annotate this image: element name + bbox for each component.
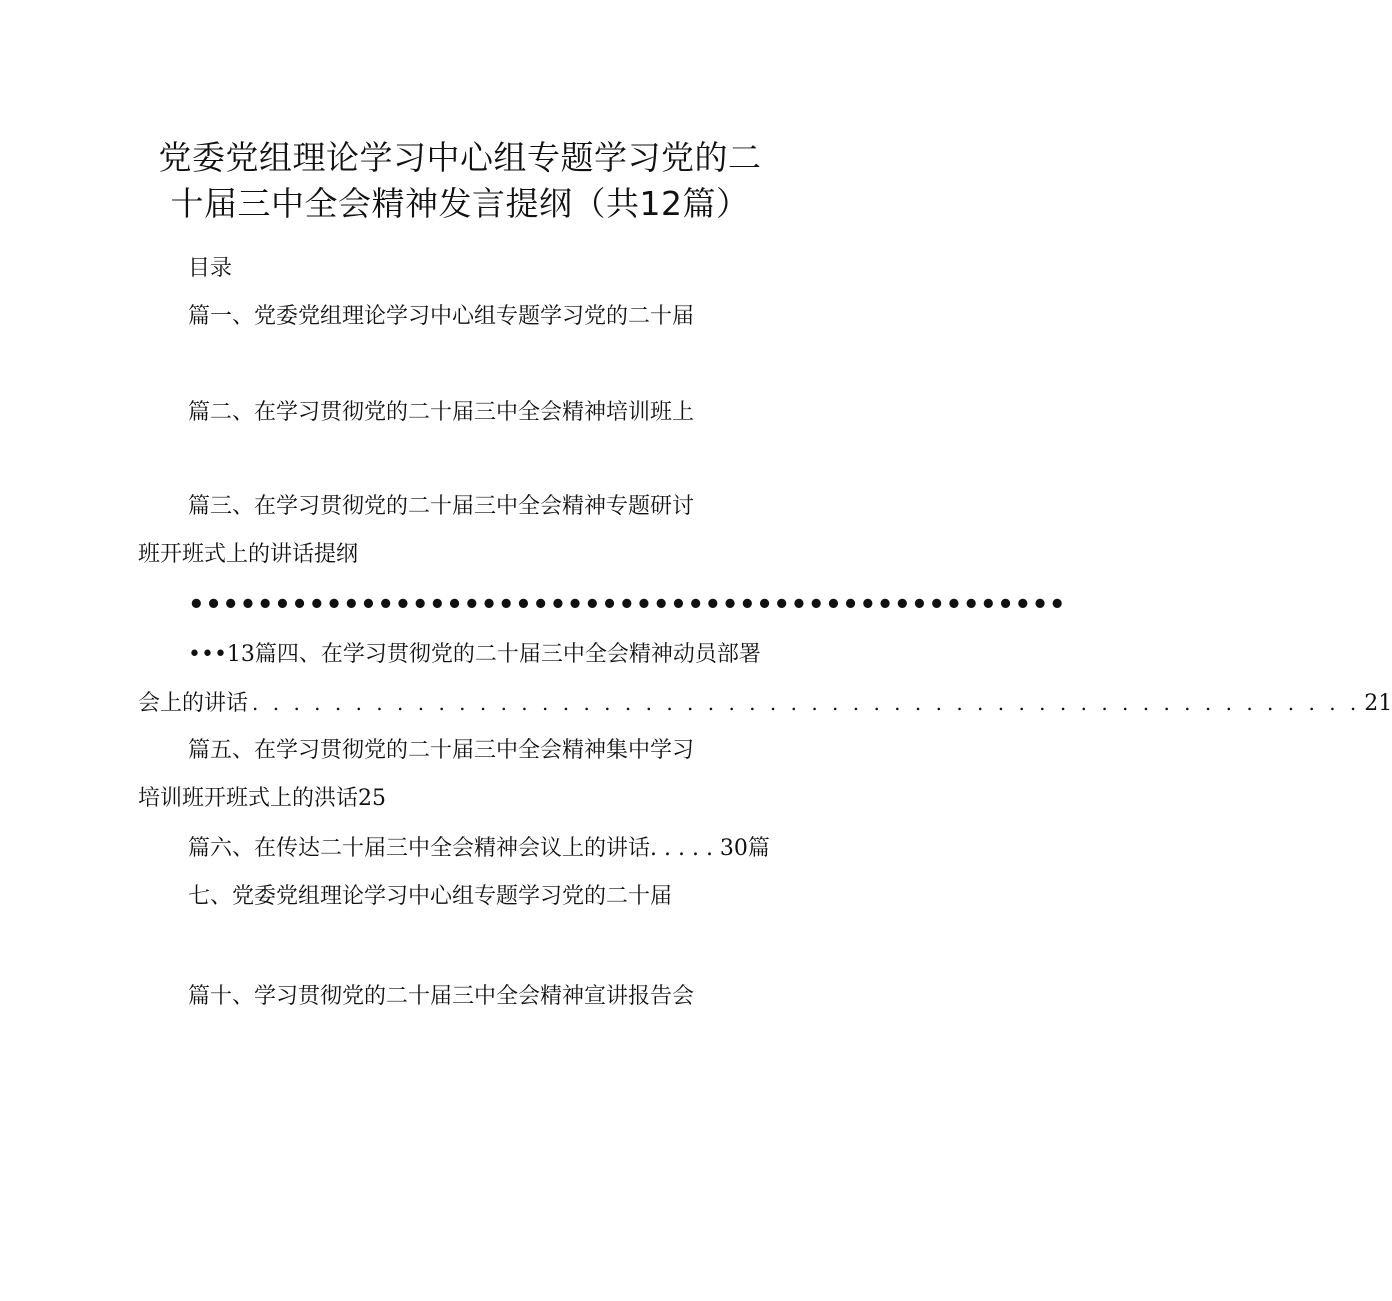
toc-item-7: 七、党委党组理论学习中心组专题学习党的二十届: [188, 884, 673, 909]
document-title-line-1: 党委党组理论学习中心组专题学习党的二: [158, 138, 762, 177]
toc-item-10: 篇十、学习贯彻党的二十届三中全会精神宣讲报告会: [188, 984, 695, 1009]
document-title-line-2: 十届三中全会精神发言提纲（共12篇）: [170, 184, 750, 223]
toc-item-4-dot-leader: . . . . . . . . . . . . . . . . . . . . . . . . . . . . . . . . . . . . . . . . . . . . . . . . . . . . . .: [252, 691, 1361, 715]
toc-item-6: 篇六、在传达二十届三中全会精神会议上的讲话. . . . . 30篇: [188, 836, 770, 861]
toc-item-4-text: 会上的讲话: [138, 691, 249, 716]
toc-item-4-page-number: 21: [1364, 691, 1392, 716]
toc-item-5-line-2: 培训班开班式上的洪话25: [138, 786, 386, 811]
toc-item-4-line-1: •••13篇四、在学习贯彻党的二十届三中全会精神动员部署: [188, 642, 761, 667]
toc-heading: 目录: [188, 256, 233, 281]
toc-item-5-line-1: 篇五、在学习贯彻党的二十届三中全会精神集中学习: [188, 738, 695, 763]
toc-item-1: 篇一、党委党组理论学习中心组专题学习党的二十届: [188, 304, 695, 329]
toc-item-2: 篇二、在学习贯彻党的二十届三中全会精神培训班上: [188, 400, 695, 425]
toc-dot-leader-line: •••••••••••••••••••••••••••••••••••••••••••••••••••: [188, 590, 1067, 620]
toc-item-3-line-2: 班开班式上的讲话提纲: [138, 542, 359, 567]
toc-item-4-line-2: [138, 688, 1392, 719]
toc-item-3-line-1: 篇三、在学习贯彻党的二十届三中全会精神专题研讨: [188, 494, 695, 519]
